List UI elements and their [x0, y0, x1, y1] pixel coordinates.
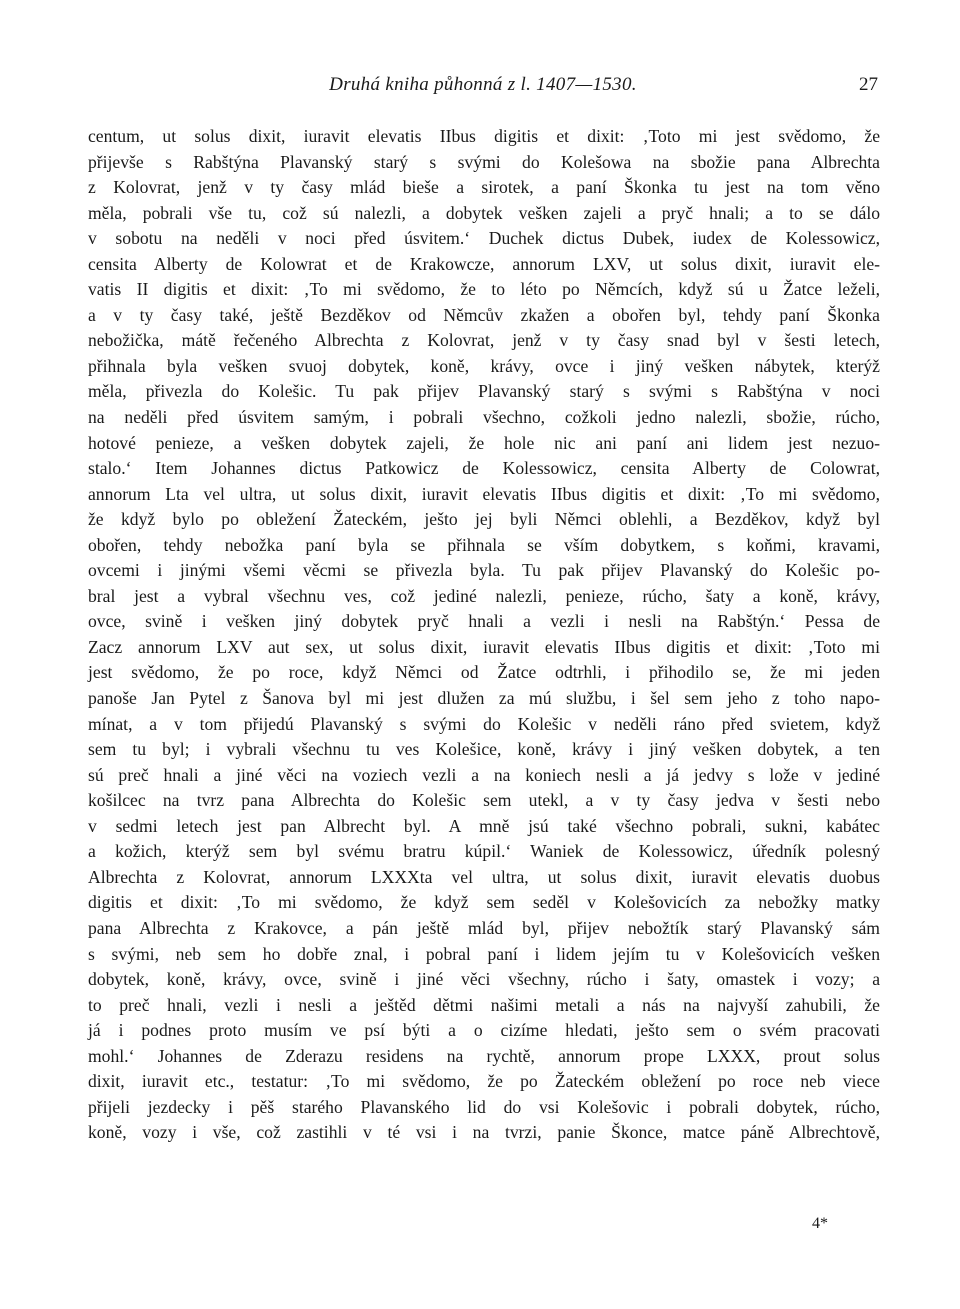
- text-line: já i podnes proto musím ve psí býti a o cizíme hledati, ješto sem o svém pracovati: [88, 1020, 880, 1041]
- text-line: měla, přivezla do Kolešic. Tu pak přijev Plavanský starý s svými s Rabštýna v noci: [88, 381, 880, 402]
- text-line: Albrechta z Kolovrat, annorum LXXXta vel ultra, ut solus dixit, iuravit elevatis duobus: [88, 866, 880, 887]
- text-line: z Kolovrat, jenž v ty časy mlád bieše a sirotek, a paní Škonka tu jest na tom věno: [88, 177, 880, 198]
- text-line: že když bylo po obležení Žateckém, ješto jej byli Němci oblehli, a Bezděkov, když byl: [88, 509, 880, 530]
- text-line: pana Albrechta z Krakovce, a pán ještě mlád byl, přijev nebožtík starý Plavanský sám: [88, 917, 880, 938]
- text-line: a kožich, kterýž sem byl svému bratru kúpil.‘ Waniek de Kolessowicz, úředník polesný: [88, 841, 880, 862]
- text-line: panoše Jan Pytel z Šanova byl mi jest dlužen za mú službu, i šel sem jeho z toho napo-: [88, 688, 880, 709]
- text-line: annorum Lta vel ultra, ut solus dixit, iuravit elevatis IIbus digitis et dixit: ‚To mi svědomo,: [88, 483, 880, 504]
- text-line: sú preč hnali a jiné věci na voziech vezli a na koniech nesli a já jedvy s lože v jediné: [88, 764, 880, 785]
- text-line: digitis et dixit: ‚To mi svědomo, že když sem seděl v Kolešovicích za nebožky matky: [88, 892, 880, 913]
- text-line: košilcec na tvrz pana Albrechta do Kolešic sem utekl, a v ty časy jedva v šesti nebo: [88, 790, 880, 811]
- text-line: v sobotu na neděli v noci před úsvitem.‘ Duchek dictus Dubek, iudex de Kolessowicz,: [88, 228, 880, 249]
- text-line: stalo.‘ Item Johannes dictus Patkowicz de Kolessowicz, censita Alberty de Colowrat,: [88, 458, 880, 479]
- text-line: sem tu byl; i vybrali všechnu tu ves Kolešice, koně, krávy i jiný vešken dobytek, a ten: [88, 739, 880, 760]
- text-line: a v ty časy také, ještě Bezděkov od Němcův zkažen a obořen byl, tehdy paní Škonka: [88, 304, 880, 325]
- text-line: v sedmi letech jest pan Albrecht byl. A mně jsú také všechno pobrali, sukni, kabátec: [88, 815, 880, 836]
- text-line: jest svědomo, že po roce, když Němci od Žatce odtrhli, i přihodilo se, že mi jeden: [88, 662, 880, 683]
- text-line: přijeli jezdecky i pěš starého Plavanského lid do vsi Kolešovic i pobrali dobytek, rúcho,: [88, 1096, 880, 1117]
- text-line: bral jest a vybral všechnu ves, což jediné nalezli, penieze, rúcho, šaty a koně, krávy,: [88, 585, 880, 606]
- text-line: censita Alberty de Kolowrat et de Krakowcze, annorum LXV, ut solus dixit, iuravit ele-: [88, 253, 880, 274]
- text-line: Zacz annorum LXV aut sex, ut solus dixit, iuravit elevatis IIbus digitis et dixit: ‚Toto mi: [88, 636, 880, 657]
- text-line: na neděli před úsvitem samým, i pobrali všechno, cožkoli jedno nalezli, sbožie, rúcho,: [88, 407, 880, 428]
- running-title: Druhá kniha půhonná z l. 1407—1530.: [329, 74, 637, 95]
- text-line: hotové penieze, a vešken dobytek zajeli, že hole nic ani paní ani lidem jest nezuo-: [88, 432, 880, 453]
- text-line: ovcemi i jinými všemi věcmi se přivezla byla. Tu pak přijev Plavanský do Kolešic po-: [88, 560, 880, 581]
- text-line: dixit, iuravit etc., testatur: ‚To mi svědomo, že po Žateckém obležení po roce neb viece: [88, 1071, 880, 1092]
- running-head: [88, 74, 878, 104]
- text-line: mohl.‘ Johannes de Zderazu residens na rychtě, annorum prope LXXX, prout solus: [88, 1045, 880, 1066]
- text-line: vatis II digitis et dixit: ‚To mi svědomo, že to léto po Němcích, když sú u Žatce leželi,: [88, 279, 880, 300]
- text-line: nebožička, mátě řečeného Albrechta z Kolovrat, jenž v ty časy snad byl v šesti letech,: [88, 330, 880, 351]
- signature-mark: 4*: [812, 1215, 828, 1232]
- text-line: přihnala byla vešken svuoj dobytek, koně, krávy, ovce i jiný vešken nábytek, kterýž: [88, 355, 880, 376]
- page-number: 27: [859, 74, 878, 95]
- text-line: přijevše s Rabštýna Plavanský starý s svými do Kolešowa na sbožie pana Albrechta: [88, 151, 880, 172]
- text-line: koně, vozy i vše, což zastihli v té vsi i na tvrzi, panie Škonce, matce páně Albrechtově,: [88, 1122, 880, 1143]
- body-text: [88, 124, 880, 1146]
- text-line: obořen, tehdy nebožka paní byla se přihnala se vším dobytkem, s koňmi, kravami,: [88, 534, 880, 555]
- text-line: ovce, svině i vešken jiný dobytek pryč hnali a vezli i nesli na Rabštýn.‘ Pessa de: [88, 611, 880, 632]
- text-line: s svými, neb sem ho dobře znal, i pobral paní i lidem jejím tu v Kolešovicích vešken: [88, 943, 880, 964]
- text-line: to preč hnali, vezli i nesli a ještěd dětmi našimi metali a nás na najvyší zahubili, že: [88, 994, 880, 1015]
- text-line: dobytek, koně, krávy, ovce, svině i jiné věci všechny, rúcho i šaty, omastek i vozy; a: [88, 969, 880, 990]
- text-line: mínat, a v tom přijedú Plavanský s svými do Kolešic v neděli ráno před svietem, když: [88, 713, 880, 734]
- text-line: centum, ut solus dixit, iuravit elevatis IIbus digitis et dixit: ‚Toto mi jest svědomo, že: [88, 126, 880, 146]
- text-line: měla, pobrali vše tu, což sú nalezli, a dobytek vešken zajeli a pryč hnali; a to se dálo: [88, 202, 880, 223]
